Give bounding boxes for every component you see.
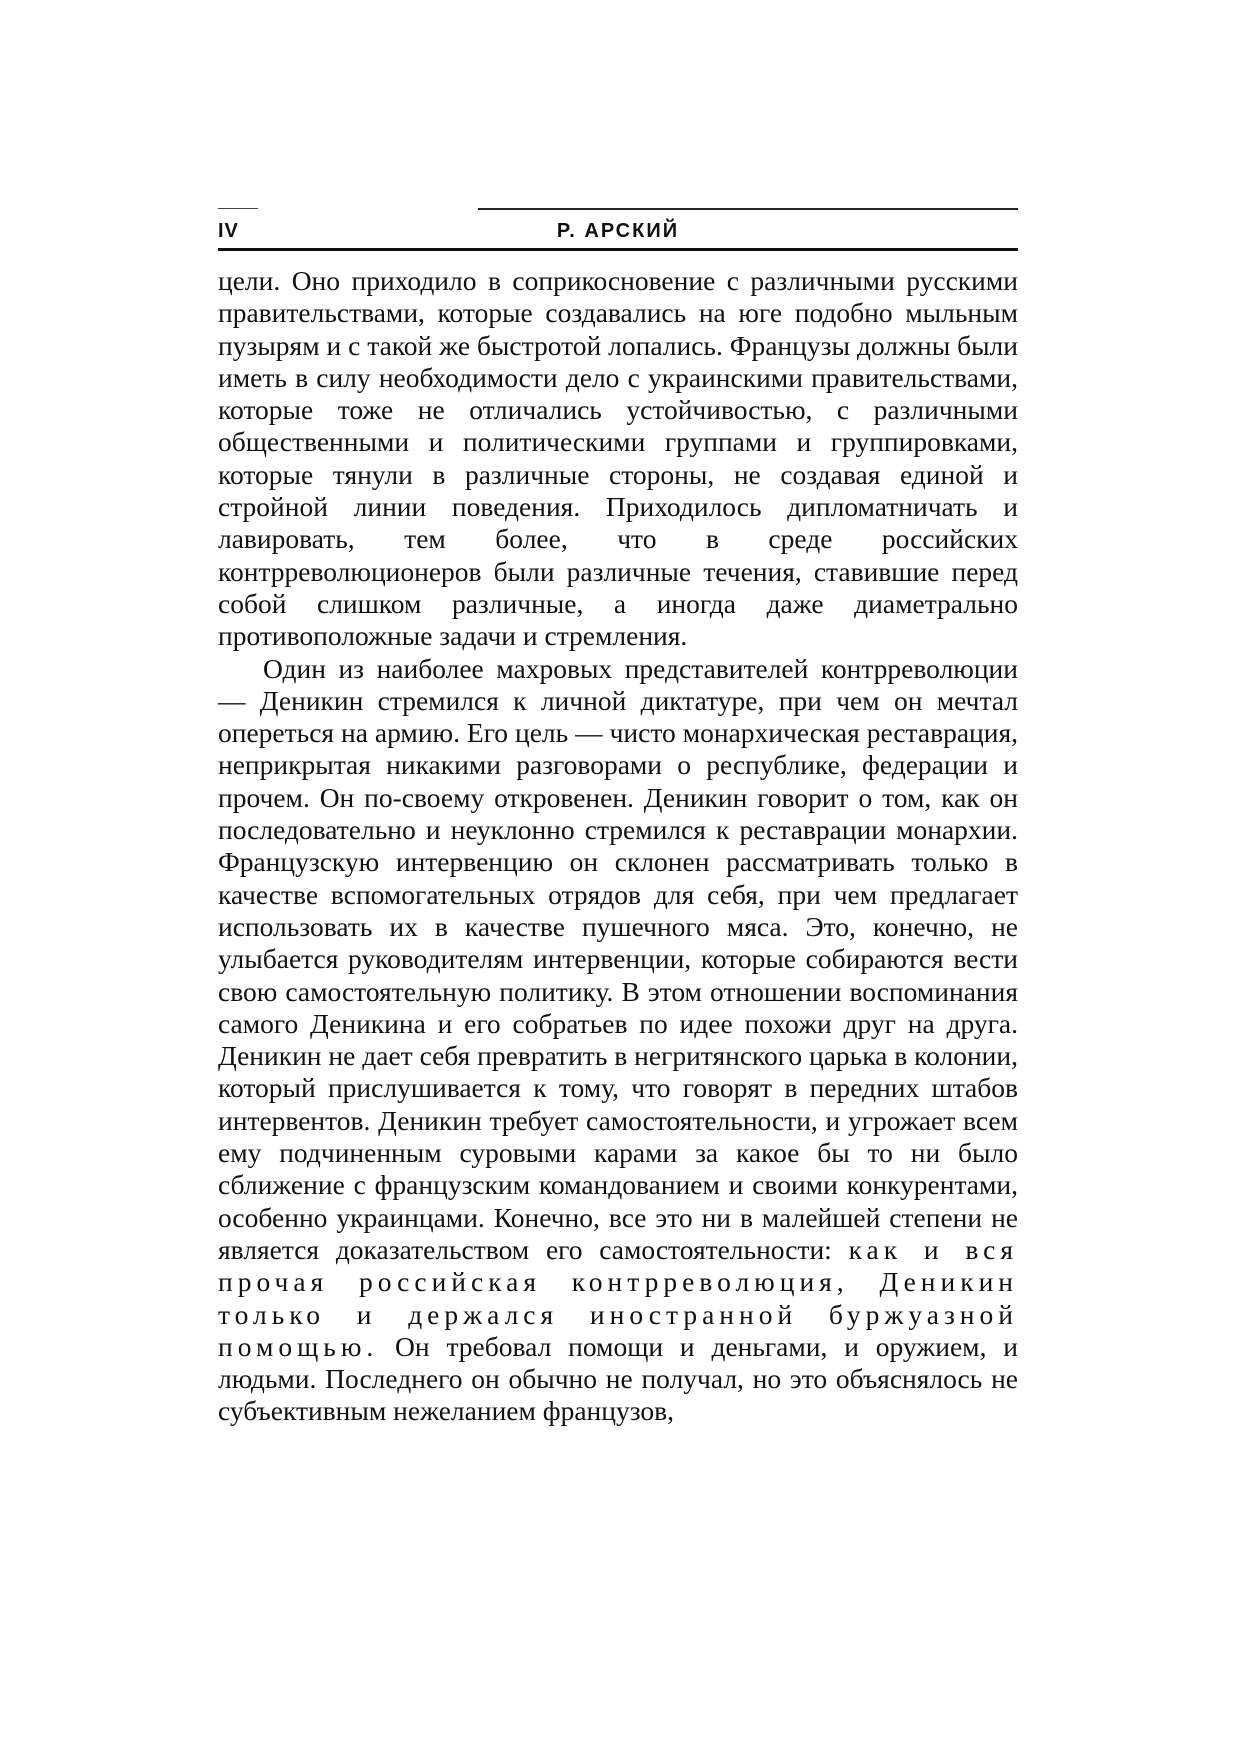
header-rule — [478, 208, 1018, 210]
paragraph-2-spaced-emphasis: как и вся прочая российская контрреволюция, Деникин только и держался иностранной буржуазной помощью. — [218, 1233, 1018, 1362]
header-rule-left — [218, 208, 258, 209]
book-page — [218, 200, 1018, 1428]
paragraph-1: цели. Оно приходило в соприкосновение с различными русскими правительствами, которые создавались на юге подобно мыльным пузырям и с такой же быстротой лопались. Французы должны были иметь в силу необходимости дело с украинскими правительствами, которые тоже не отличались устойчивостью, с различными общественными и политическими группами и группировками, которые тянули в различные стороны, не создавая единой и стройной линии поведения. Приходилось дипломатничать и лавировать, тем более, что в среде российских контрреволюционеров были различные течения, ставившие перед собой слишком различные, а иногда даже диаметрально противоположные задачи и стремления. — [218, 265, 1018, 652]
page-header — [218, 200, 1018, 251]
paragraph-2-text: Один из наиболее махровых представителей контрреволюции — Деникин стремился к личной диктатуре, при чем он мечтал опереться на армию. Его цель — чисто монархическая реставрация, неприкрытая никакими разговорами о республике, федерации и прочем. Он по-своему откровенен. Деникин говорит о том, как он последовательно и неуклонно стремился к реставрации монархии. Французскую интервенцию он склонен рассматривать только в качестве вспомогательных отрядов для себя, при чем предлагает использовать их в качестве пушечного мяса. Это, конечно, не улыбается руководителям интервенции, которые собираются вести свою самостоятельную политику. В этом отношении воспоминания самого Деникина и его собратьев по идее похожи друг на друга. Деникин не дает себя превратить в негритянского царька в колонии, который прислушивается к тому, что говорят в передних штабов интервентов. Деникин требует самостоятельности, и угрожает всем ему подчиненным суровыми карами за какое бы то ни было сближение с французским командованием и своими конкурентами, особенно украинцами. Конечно, все это ни в малейшей степени не является доказательством его самостоятельности: — [218, 652, 1018, 1265]
body-text — [218, 265, 1018, 1428]
paragraph-2 — [218, 653, 1018, 1428]
running-head: Р. АРСКИЙ — [556, 220, 680, 242]
paragraph-2-text-continued: Он требовал помощи и деньгами, и оружием, и людьми. Последнего он обычно не получал, но это объяснялось не субъективным нежеланием французов, — [218, 1330, 1018, 1427]
page-number: IV — [218, 220, 239, 242]
